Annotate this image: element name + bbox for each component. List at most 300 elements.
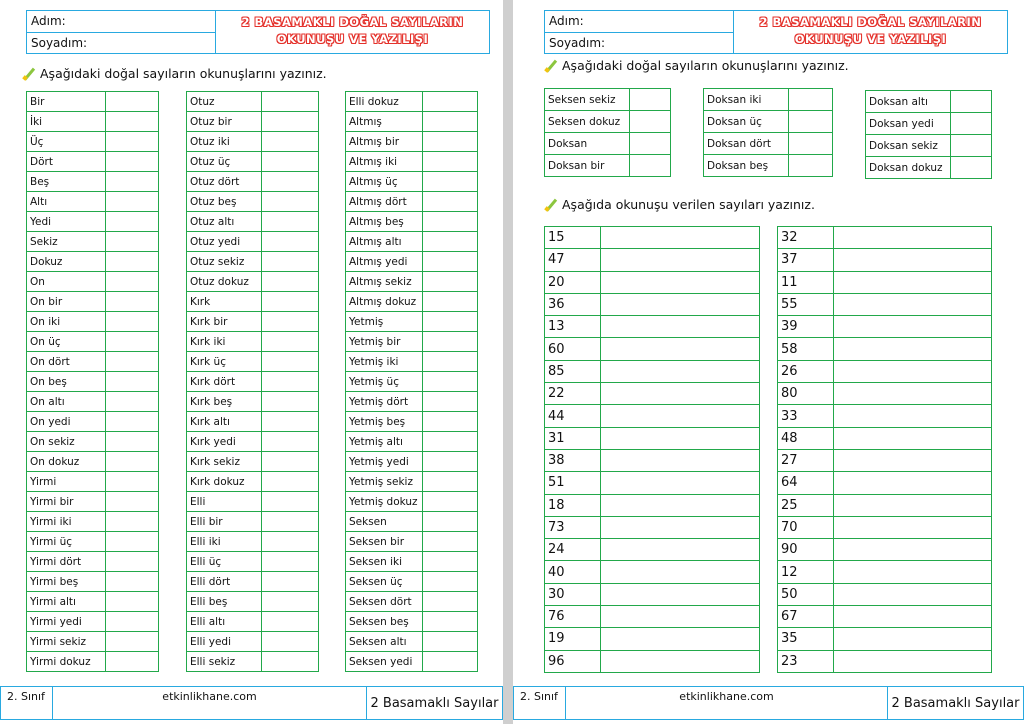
table-row xyxy=(187,112,319,132)
table-row xyxy=(778,316,992,338)
table-row xyxy=(346,92,478,112)
row-label: 70 xyxy=(778,516,834,538)
table-row xyxy=(778,472,992,494)
answer-cell[interactable] xyxy=(106,272,159,292)
answer-cell[interactable] xyxy=(834,606,992,628)
answer-cell[interactable] xyxy=(106,192,159,212)
row-label: 48 xyxy=(778,427,834,449)
table-row xyxy=(545,516,760,538)
answer-cell[interactable] xyxy=(601,360,760,382)
row-label: Yirmi dört xyxy=(27,552,106,572)
answer-cell[interactable] xyxy=(423,632,478,652)
answer-cell[interactable] xyxy=(834,628,992,650)
answer-cell[interactable] xyxy=(423,272,478,292)
answer-cell[interactable] xyxy=(423,152,478,172)
answer-cell[interactable] xyxy=(106,532,159,552)
table-row xyxy=(27,432,159,452)
answer-cell[interactable] xyxy=(423,572,478,592)
answer-cell[interactable] xyxy=(423,212,478,232)
table-row xyxy=(346,212,478,232)
table-row xyxy=(187,452,319,472)
instruction-text-1: Aşağıdaki doğal sayıların okunuşlarını yazınız. xyxy=(562,58,849,73)
answer-cell[interactable] xyxy=(106,232,159,252)
answer-cell[interactable] xyxy=(106,372,159,392)
answer-cell[interactable] xyxy=(601,606,760,628)
answer-cell[interactable] xyxy=(423,392,478,412)
row-label: Beş xyxy=(27,172,106,192)
answer-cell[interactable] xyxy=(106,612,159,632)
answer-cell[interactable] xyxy=(106,352,159,372)
table-row xyxy=(27,512,159,532)
table-row xyxy=(27,92,159,112)
row-label: Yetmiş xyxy=(346,312,423,332)
answer-cell[interactable] xyxy=(951,135,992,157)
answer-cell[interactable] xyxy=(601,227,760,249)
table-row xyxy=(27,392,159,412)
answer-cell[interactable] xyxy=(834,227,992,249)
row-label: Doksan beş xyxy=(704,155,789,177)
row-label: Doksan bir xyxy=(545,155,630,177)
footer-left xyxy=(0,686,503,720)
answer-cell[interactable] xyxy=(106,332,159,352)
answer-cell[interactable] xyxy=(601,494,760,516)
row-label: Seksen xyxy=(346,512,423,532)
table-row xyxy=(346,152,478,172)
row-label: Otuz yedi xyxy=(187,232,262,252)
table-row xyxy=(187,472,319,492)
table-row xyxy=(346,292,478,312)
row-label: Kırk yedi xyxy=(187,432,262,452)
table-row xyxy=(545,650,760,672)
row-label: Elli bir xyxy=(187,512,262,532)
answer-cell[interactable] xyxy=(262,652,319,672)
table-row xyxy=(27,612,159,632)
answer-cell[interactable] xyxy=(423,132,478,152)
answer-cell[interactable] xyxy=(262,152,319,172)
row-label: Seksen altı xyxy=(346,632,423,652)
table-row xyxy=(778,539,992,561)
answer-cell[interactable] xyxy=(106,412,159,432)
row-label: Doksan yedi xyxy=(866,113,951,135)
table-row xyxy=(778,583,992,605)
answer-cell[interactable] xyxy=(834,427,992,449)
table-row xyxy=(545,472,760,494)
answer-cell[interactable] xyxy=(834,472,992,494)
table-row xyxy=(346,332,478,352)
row-label: 55 xyxy=(778,293,834,315)
row-label: Kırk iki xyxy=(187,332,262,352)
row-label: Seksen üç xyxy=(346,572,423,592)
table-row xyxy=(545,133,671,155)
answer-cell[interactable] xyxy=(601,561,760,583)
table-row xyxy=(545,628,760,650)
answer-cell[interactable] xyxy=(106,252,159,272)
answer-cell[interactable] xyxy=(834,494,992,516)
row-label: 31 xyxy=(545,427,601,449)
answer-cell[interactable] xyxy=(423,232,478,252)
table-row xyxy=(545,494,760,516)
row-label: 40 xyxy=(545,561,601,583)
answer-cell[interactable] xyxy=(262,392,319,412)
answer-cell[interactable] xyxy=(423,652,478,672)
row-label: Seksen dokuz xyxy=(545,111,630,133)
answer-cell[interactable] xyxy=(106,392,159,412)
answer-cell[interactable] xyxy=(601,628,760,650)
answer-cell[interactable] xyxy=(423,532,478,552)
worksheet-title xyxy=(216,10,490,54)
row-label: On altı xyxy=(27,392,106,412)
row-label: 73 xyxy=(545,516,601,538)
row-label: 15 xyxy=(545,227,601,249)
answer-cell[interactable] xyxy=(262,452,319,472)
answer-cell[interactable] xyxy=(262,592,319,612)
answer-cell[interactable] xyxy=(262,532,319,552)
table-row xyxy=(346,392,478,412)
words-table-2 xyxy=(186,91,319,672)
answer-cell[interactable] xyxy=(423,252,478,272)
table-row xyxy=(346,512,478,532)
table-row xyxy=(545,360,760,382)
row-label: 27 xyxy=(778,449,834,471)
answer-cell[interactable] xyxy=(601,427,760,449)
answer-cell[interactable] xyxy=(951,91,992,113)
name-box-right xyxy=(544,10,734,54)
small-table-3 xyxy=(865,90,992,179)
answer-cell[interactable] xyxy=(106,592,159,612)
table-row xyxy=(778,561,992,583)
answer-cell[interactable] xyxy=(423,512,478,532)
answer-cell[interactable] xyxy=(106,312,159,332)
row-label: 80 xyxy=(778,383,834,405)
answer-cell[interactable] xyxy=(262,352,319,372)
row-label: Yirmi iki xyxy=(27,512,106,532)
answer-cell[interactable] xyxy=(834,561,992,583)
table-row xyxy=(545,583,760,605)
row-label: Yirmi yedi xyxy=(27,612,106,632)
table-row xyxy=(27,172,159,192)
answer-cell[interactable] xyxy=(423,472,478,492)
row-label: 64 xyxy=(778,472,834,494)
answer-cell[interactable] xyxy=(262,432,319,452)
answer-cell[interactable] xyxy=(834,405,992,427)
answer-cell[interactable] xyxy=(106,452,159,472)
answer-cell[interactable] xyxy=(262,412,319,432)
answer-cell[interactable] xyxy=(106,432,159,452)
answer-cell[interactable] xyxy=(423,112,478,132)
answer-cell[interactable] xyxy=(423,452,478,472)
row-label: Altmış iki xyxy=(346,152,423,172)
answer-cell[interactable] xyxy=(262,112,319,132)
table-row xyxy=(187,492,319,512)
answer-cell[interactable] xyxy=(106,152,159,172)
answer-cell[interactable] xyxy=(601,449,760,471)
row-label: 90 xyxy=(778,539,834,561)
answer-cell[interactable] xyxy=(262,292,319,312)
table-row xyxy=(187,212,319,232)
table-row xyxy=(187,252,319,272)
table-row xyxy=(346,532,478,552)
answer-cell[interactable] xyxy=(834,360,992,382)
answer-cell[interactable] xyxy=(423,432,478,452)
answer-cell[interactable] xyxy=(262,552,319,572)
row-label: Otuz dört xyxy=(187,172,262,192)
table-row xyxy=(187,392,319,412)
table-row xyxy=(545,227,760,249)
row-label: 18 xyxy=(545,494,601,516)
answer-cell[interactable] xyxy=(262,572,319,592)
row-label: 33 xyxy=(778,405,834,427)
answer-cell[interactable] xyxy=(106,472,159,492)
answer-cell[interactable] xyxy=(601,650,760,672)
table-row xyxy=(545,561,760,583)
answer-cell[interactable] xyxy=(601,539,760,561)
answer-cell[interactable] xyxy=(262,252,319,272)
table-row xyxy=(187,232,319,252)
table-row xyxy=(778,516,992,538)
row-label: Doksan altı xyxy=(866,91,951,113)
row-label: 76 xyxy=(545,606,601,628)
answer-cell[interactable] xyxy=(601,249,760,271)
row-label: Bir xyxy=(27,92,106,112)
table-row xyxy=(187,352,319,372)
answer-cell[interactable] xyxy=(630,89,671,111)
row-label: Doksan iki xyxy=(704,89,789,111)
answer-cell[interactable] xyxy=(601,472,760,494)
table-row xyxy=(778,405,992,427)
table-row xyxy=(545,427,760,449)
answer-cell[interactable] xyxy=(834,583,992,605)
answer-cell[interactable] xyxy=(601,583,760,605)
answer-cell[interactable] xyxy=(834,338,992,360)
answer-cell[interactable] xyxy=(262,212,319,232)
table-row xyxy=(704,155,833,177)
answer-cell[interactable] xyxy=(262,232,319,252)
answer-cell[interactable] xyxy=(834,271,992,293)
table-row xyxy=(187,292,319,312)
table-row xyxy=(187,632,319,652)
table-row xyxy=(545,383,760,405)
answer-cell[interactable] xyxy=(423,292,478,312)
answer-cell[interactable] xyxy=(262,472,319,492)
table-row xyxy=(346,172,478,192)
answer-cell[interactable] xyxy=(423,412,478,432)
answer-cell[interactable] xyxy=(423,312,478,332)
row-label: 36 xyxy=(545,293,601,315)
answer-cell[interactable] xyxy=(106,172,159,192)
answer-cell[interactable] xyxy=(423,552,478,572)
answer-cell[interactable] xyxy=(423,592,478,612)
surname-field[interactable]: Soyadım: xyxy=(27,32,215,53)
answer-cell[interactable] xyxy=(262,492,319,512)
answer-cell[interactable] xyxy=(834,316,992,338)
row-label: On dokuz xyxy=(27,452,106,472)
table-row xyxy=(187,92,319,112)
table-row xyxy=(187,612,319,632)
row-label: 58 xyxy=(778,338,834,360)
answer-cell[interactable] xyxy=(789,89,833,111)
answer-cell[interactable] xyxy=(262,632,319,652)
answer-cell[interactable] xyxy=(262,612,319,632)
answer-cell[interactable] xyxy=(262,192,319,212)
answer-cell[interactable] xyxy=(106,512,159,532)
answer-cell[interactable] xyxy=(423,92,478,112)
footer-site[interactable]: etkinlikhane.com xyxy=(162,690,257,703)
answer-cell[interactable] xyxy=(834,449,992,471)
row-label: Otuz sekiz xyxy=(187,252,262,272)
table-row xyxy=(187,312,319,332)
table-row xyxy=(187,372,319,392)
row-label: Yirmi dokuz xyxy=(27,652,106,672)
answer-cell[interactable] xyxy=(106,92,159,112)
table-row xyxy=(346,412,478,432)
table-row xyxy=(346,232,478,252)
pencil-icon xyxy=(544,198,558,212)
row-label: Elli dokuz xyxy=(346,92,423,112)
instruction-text-2: Aşağıda okunuşu verilen sayıları yazınız. xyxy=(562,197,815,212)
answer-cell[interactable] xyxy=(262,272,319,292)
table-row xyxy=(778,383,992,405)
name-field-right[interactable]: Adım: xyxy=(549,14,584,28)
answer-cell[interactable] xyxy=(601,271,760,293)
answer-cell[interactable] xyxy=(789,133,833,155)
answer-cell[interactable] xyxy=(601,383,760,405)
table-row xyxy=(187,152,319,172)
answer-cell[interactable] xyxy=(789,111,833,133)
row-label: Altmış bir xyxy=(346,132,423,152)
row-label: 67 xyxy=(778,606,834,628)
answer-cell[interactable] xyxy=(423,372,478,392)
table-row xyxy=(27,132,159,152)
table-row xyxy=(187,572,319,592)
table-row xyxy=(187,552,319,572)
table-row xyxy=(346,312,478,332)
row-label: On yedi xyxy=(27,412,106,432)
answer-cell[interactable] xyxy=(834,383,992,405)
worksheet-title-right xyxy=(734,10,1008,54)
table-row xyxy=(866,135,992,157)
table-row xyxy=(27,112,159,132)
words-table-3 xyxy=(345,91,478,672)
answer-cell[interactable] xyxy=(262,132,319,152)
answer-cell[interactable] xyxy=(423,492,478,512)
table-row xyxy=(778,338,992,360)
answer-cell[interactable] xyxy=(423,612,478,632)
row-label: 32 xyxy=(778,227,834,249)
table-row xyxy=(778,449,992,471)
table-row xyxy=(27,272,159,292)
row-label: Üç xyxy=(27,132,106,152)
answer-cell[interactable] xyxy=(951,113,992,135)
table-row xyxy=(545,89,671,111)
footer-topic-right: 2 Basamaklı Sayılar xyxy=(887,687,1023,719)
answer-cell[interactable] xyxy=(423,332,478,352)
answer-cell[interactable] xyxy=(262,372,319,392)
table-row xyxy=(27,352,159,372)
answer-cell[interactable] xyxy=(601,516,760,538)
answer-cell[interactable] xyxy=(834,650,992,672)
numbers-table-1 xyxy=(544,226,760,673)
table-row xyxy=(27,312,159,332)
answer-cell[interactable] xyxy=(423,352,478,372)
answer-cell[interactable] xyxy=(834,293,992,315)
table-row xyxy=(187,532,319,552)
answer-cell[interactable] xyxy=(789,155,833,177)
answer-cell[interactable] xyxy=(262,172,319,192)
answer-cell[interactable] xyxy=(630,155,671,177)
answer-cell[interactable] xyxy=(834,539,992,561)
answer-cell[interactable] xyxy=(601,338,760,360)
answer-cell[interactable] xyxy=(106,632,159,652)
table-row xyxy=(27,152,159,172)
answer-cell[interactable] xyxy=(106,212,159,232)
row-label: Doksan sekiz xyxy=(866,135,951,157)
row-label: 30 xyxy=(545,583,601,605)
answer-cell[interactable] xyxy=(834,249,992,271)
row-label: Altmış dokuz xyxy=(346,292,423,312)
instruction-right-2 xyxy=(544,197,815,212)
row-label: Seksen bir xyxy=(346,532,423,552)
row-label: Otuz üç xyxy=(187,152,262,172)
answer-cell[interactable] xyxy=(601,405,760,427)
answer-cell[interactable] xyxy=(601,316,760,338)
answer-cell[interactable] xyxy=(262,332,319,352)
answer-cell[interactable] xyxy=(262,312,319,332)
answer-cell[interactable] xyxy=(630,133,671,155)
answer-cell[interactable] xyxy=(423,192,478,212)
row-label: On bir xyxy=(27,292,106,312)
name-field[interactable]: Adım: xyxy=(31,14,66,28)
answer-cell[interactable] xyxy=(834,516,992,538)
answer-cell[interactable] xyxy=(951,157,992,179)
table-row xyxy=(545,249,760,271)
row-label: 24 xyxy=(545,539,601,561)
table-row xyxy=(27,632,159,652)
row-label: Yedi xyxy=(27,212,106,232)
table-row xyxy=(778,249,992,271)
table-row xyxy=(704,89,833,111)
answer-cell[interactable] xyxy=(262,512,319,532)
row-label: 96 xyxy=(545,650,601,672)
answer-cell[interactable] xyxy=(106,572,159,592)
row-label: Altmış beş xyxy=(346,212,423,232)
row-label: Kırk altı xyxy=(187,412,262,432)
surname-field-right[interactable]: Soyadım: xyxy=(545,32,733,53)
table-row xyxy=(187,512,319,532)
row-label: Sekiz xyxy=(27,232,106,252)
answer-cell[interactable] xyxy=(106,112,159,132)
answer-cell[interactable] xyxy=(106,552,159,572)
row-label: Yirmi bir xyxy=(27,492,106,512)
row-label: 47 xyxy=(545,249,601,271)
table-row xyxy=(187,432,319,452)
answer-cell[interactable] xyxy=(106,292,159,312)
answer-cell[interactable] xyxy=(423,172,478,192)
footer-topic: 2 Basamaklı Sayılar xyxy=(366,687,502,719)
answer-cell[interactable] xyxy=(106,652,159,672)
row-label: Doksan dokuz xyxy=(866,157,951,179)
answer-cell[interactable] xyxy=(262,92,319,112)
answer-cell[interactable] xyxy=(106,132,159,152)
left-page xyxy=(0,0,503,724)
footer-site-right[interactable]: etkinlikhane.com xyxy=(679,690,774,703)
answer-cell[interactable] xyxy=(630,111,671,133)
table-row xyxy=(27,212,159,232)
row-label: Altmış xyxy=(346,112,423,132)
answer-cell[interactable] xyxy=(106,492,159,512)
row-label: Kırk sekiz xyxy=(187,452,262,472)
row-label: 20 xyxy=(545,271,601,293)
answer-cell[interactable] xyxy=(601,293,760,315)
